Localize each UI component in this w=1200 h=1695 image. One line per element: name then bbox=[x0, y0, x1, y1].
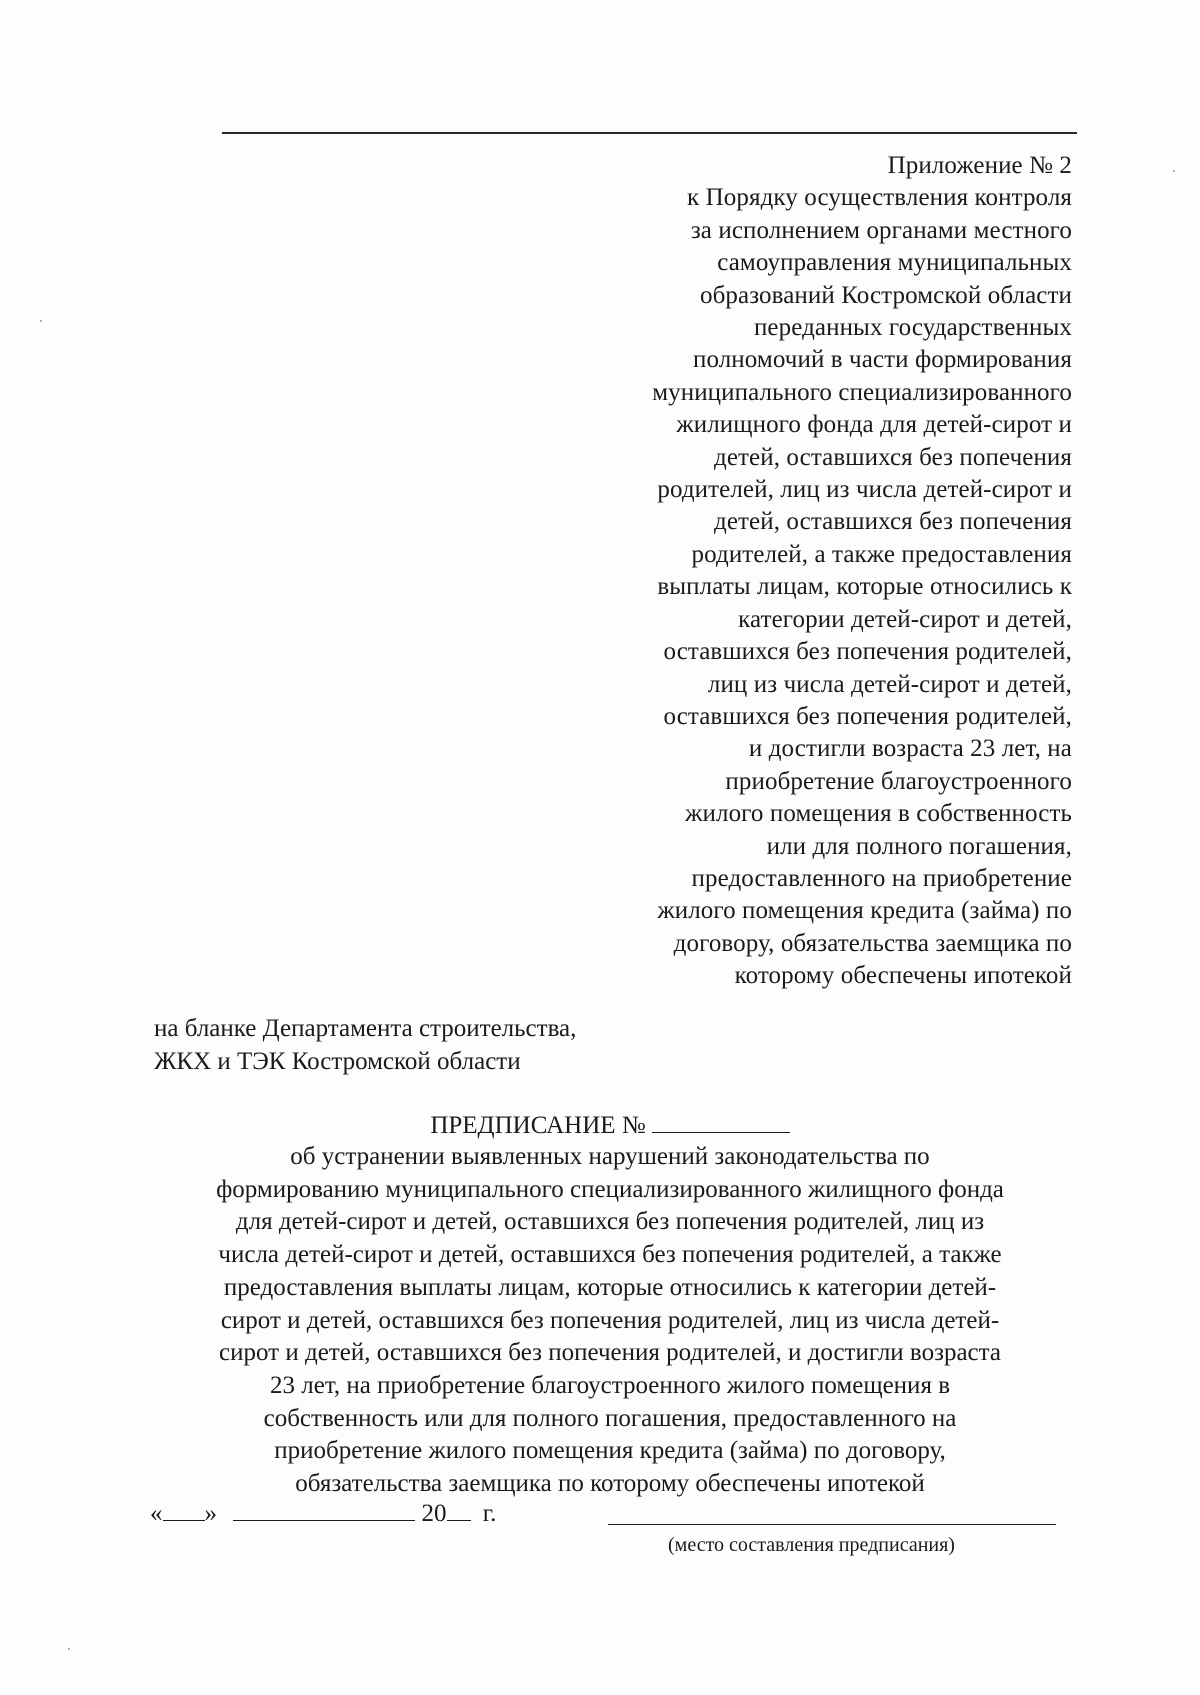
appendix-line: муниципального специализированного bbox=[652, 378, 1072, 406]
year-field[interactable] bbox=[447, 1498, 471, 1521]
appendix-line: Приложение № 2 bbox=[887, 152, 1072, 179]
subject-line: обязательства заемщика по которому обеспечены ипотекой bbox=[295, 1470, 925, 1498]
appendix-line: приобретение благоустроенного bbox=[725, 767, 1072, 795]
appendix-line: жилищного фонда для детей-сирот и bbox=[676, 411, 1072, 439]
appendix-line: жилого помещения в собственность bbox=[685, 800, 1072, 828]
day-field[interactable] bbox=[163, 1498, 205, 1521]
scan-speck bbox=[1173, 170, 1175, 172]
appendix-line: самоуправления муниципальных bbox=[717, 249, 1072, 277]
date-close-quote: » bbox=[204, 1500, 217, 1527]
letterhead-note bbox=[154, 1012, 576, 1078]
appendix-line: оставшихся без попечения родителей, bbox=[663, 638, 1072, 666]
subject-line: для детей-сирот и детей, оставшихся без попечения родителей, лиц из bbox=[235, 1208, 985, 1236]
appendix-line: договору, обязательства заемщика по bbox=[673, 929, 1072, 957]
appendix-line: полномочий в части формирования bbox=[692, 346, 1072, 374]
appendix-line: к Порядку осуществления контроля bbox=[687, 184, 1072, 212]
year-suffix: г. bbox=[482, 1500, 497, 1527]
appendix-line: за исполнением органами местного bbox=[690, 216, 1072, 244]
appendix-line: детей, оставшихся без попечения bbox=[714, 508, 1072, 536]
appendix-line: оставшихся без попечения родителей, bbox=[663, 702, 1072, 730]
appendix-line: которому обеспечены ипотекой bbox=[734, 962, 1072, 990]
appendix-line: жилого помещения кредита (займа) по bbox=[657, 897, 1072, 925]
appendix-line: и достигли возраста 23 лет, на bbox=[748, 735, 1072, 763]
letterhead-note-line: ЖКХ и ТЭК Костромской области bbox=[154, 1048, 521, 1075]
appendix-header bbox=[552, 150, 1072, 993]
subject-line: сирот и детей, оставшихся без попечения родителей, лиц из числа детей- bbox=[220, 1306, 1000, 1334]
subject-line: сирот и детей, оставшихся без попечения родителей, и достигли возраста bbox=[219, 1339, 1001, 1367]
subject-line: собственность или для полного погашения, предоставленного на bbox=[263, 1404, 957, 1432]
appendix-line: предоставленного на приобретение bbox=[691, 864, 1072, 892]
month-field[interactable] bbox=[233, 1498, 415, 1521]
appendix-line: детей, оставшихся без попечения bbox=[714, 443, 1072, 471]
appendix-line: переданных государственных bbox=[753, 314, 1072, 342]
subject-line: об устранении выявленных нарушений законодательства по bbox=[290, 1143, 930, 1170]
subject-line: 23 лет, на приобретение благоустроенного жилого помещения в bbox=[270, 1371, 950, 1399]
appendix-line: родителей, лиц из числа детей-сирот и bbox=[657, 476, 1072, 504]
appendix-line: выплаты лицам, которые относились к bbox=[657, 573, 1072, 601]
letterhead-note-line: на бланке Департамента строительства, bbox=[154, 1015, 577, 1042]
header-rule bbox=[222, 132, 1077, 134]
appendix-line: лиц из числа детей-сирот и детей, bbox=[707, 670, 1072, 698]
appendix-line: образований Костромской области bbox=[700, 281, 1072, 309]
place-field[interactable] bbox=[608, 1524, 1056, 1525]
document-subject bbox=[150, 1141, 1070, 1501]
subject-line: формированию муниципального специализированного жилищного фонда bbox=[216, 1175, 1004, 1203]
year-prefix: 20 bbox=[421, 1500, 447, 1527]
subject-line: числа детей-сирот и детей, оставшихся без попечения родителей, а также bbox=[218, 1241, 1002, 1269]
date-open-quote: « bbox=[150, 1500, 163, 1527]
document-title bbox=[0, 1108, 1200, 1142]
subject-line: предоставления выплаты лицам, которые относились к категории детей- bbox=[223, 1273, 997, 1301]
scan-speck bbox=[68, 1648, 70, 1650]
subject-line: приобретение жилого помещения кредита (займа) по договору, bbox=[274, 1437, 946, 1465]
appendix-line: категории детей-сирот и детей, bbox=[738, 605, 1072, 633]
order-number-field[interactable] bbox=[652, 1108, 790, 1133]
document-title-text: ПРЕДПИСАНИЕ № bbox=[430, 1112, 646, 1139]
scan-speck bbox=[40, 320, 42, 322]
appendix-line: родителей, а также предоставления bbox=[691, 540, 1072, 568]
appendix-line: или для полного погашения, bbox=[766, 832, 1072, 860]
date-row bbox=[150, 1498, 496, 1529]
place-caption: (место составления предписания) bbox=[668, 1534, 955, 1556]
